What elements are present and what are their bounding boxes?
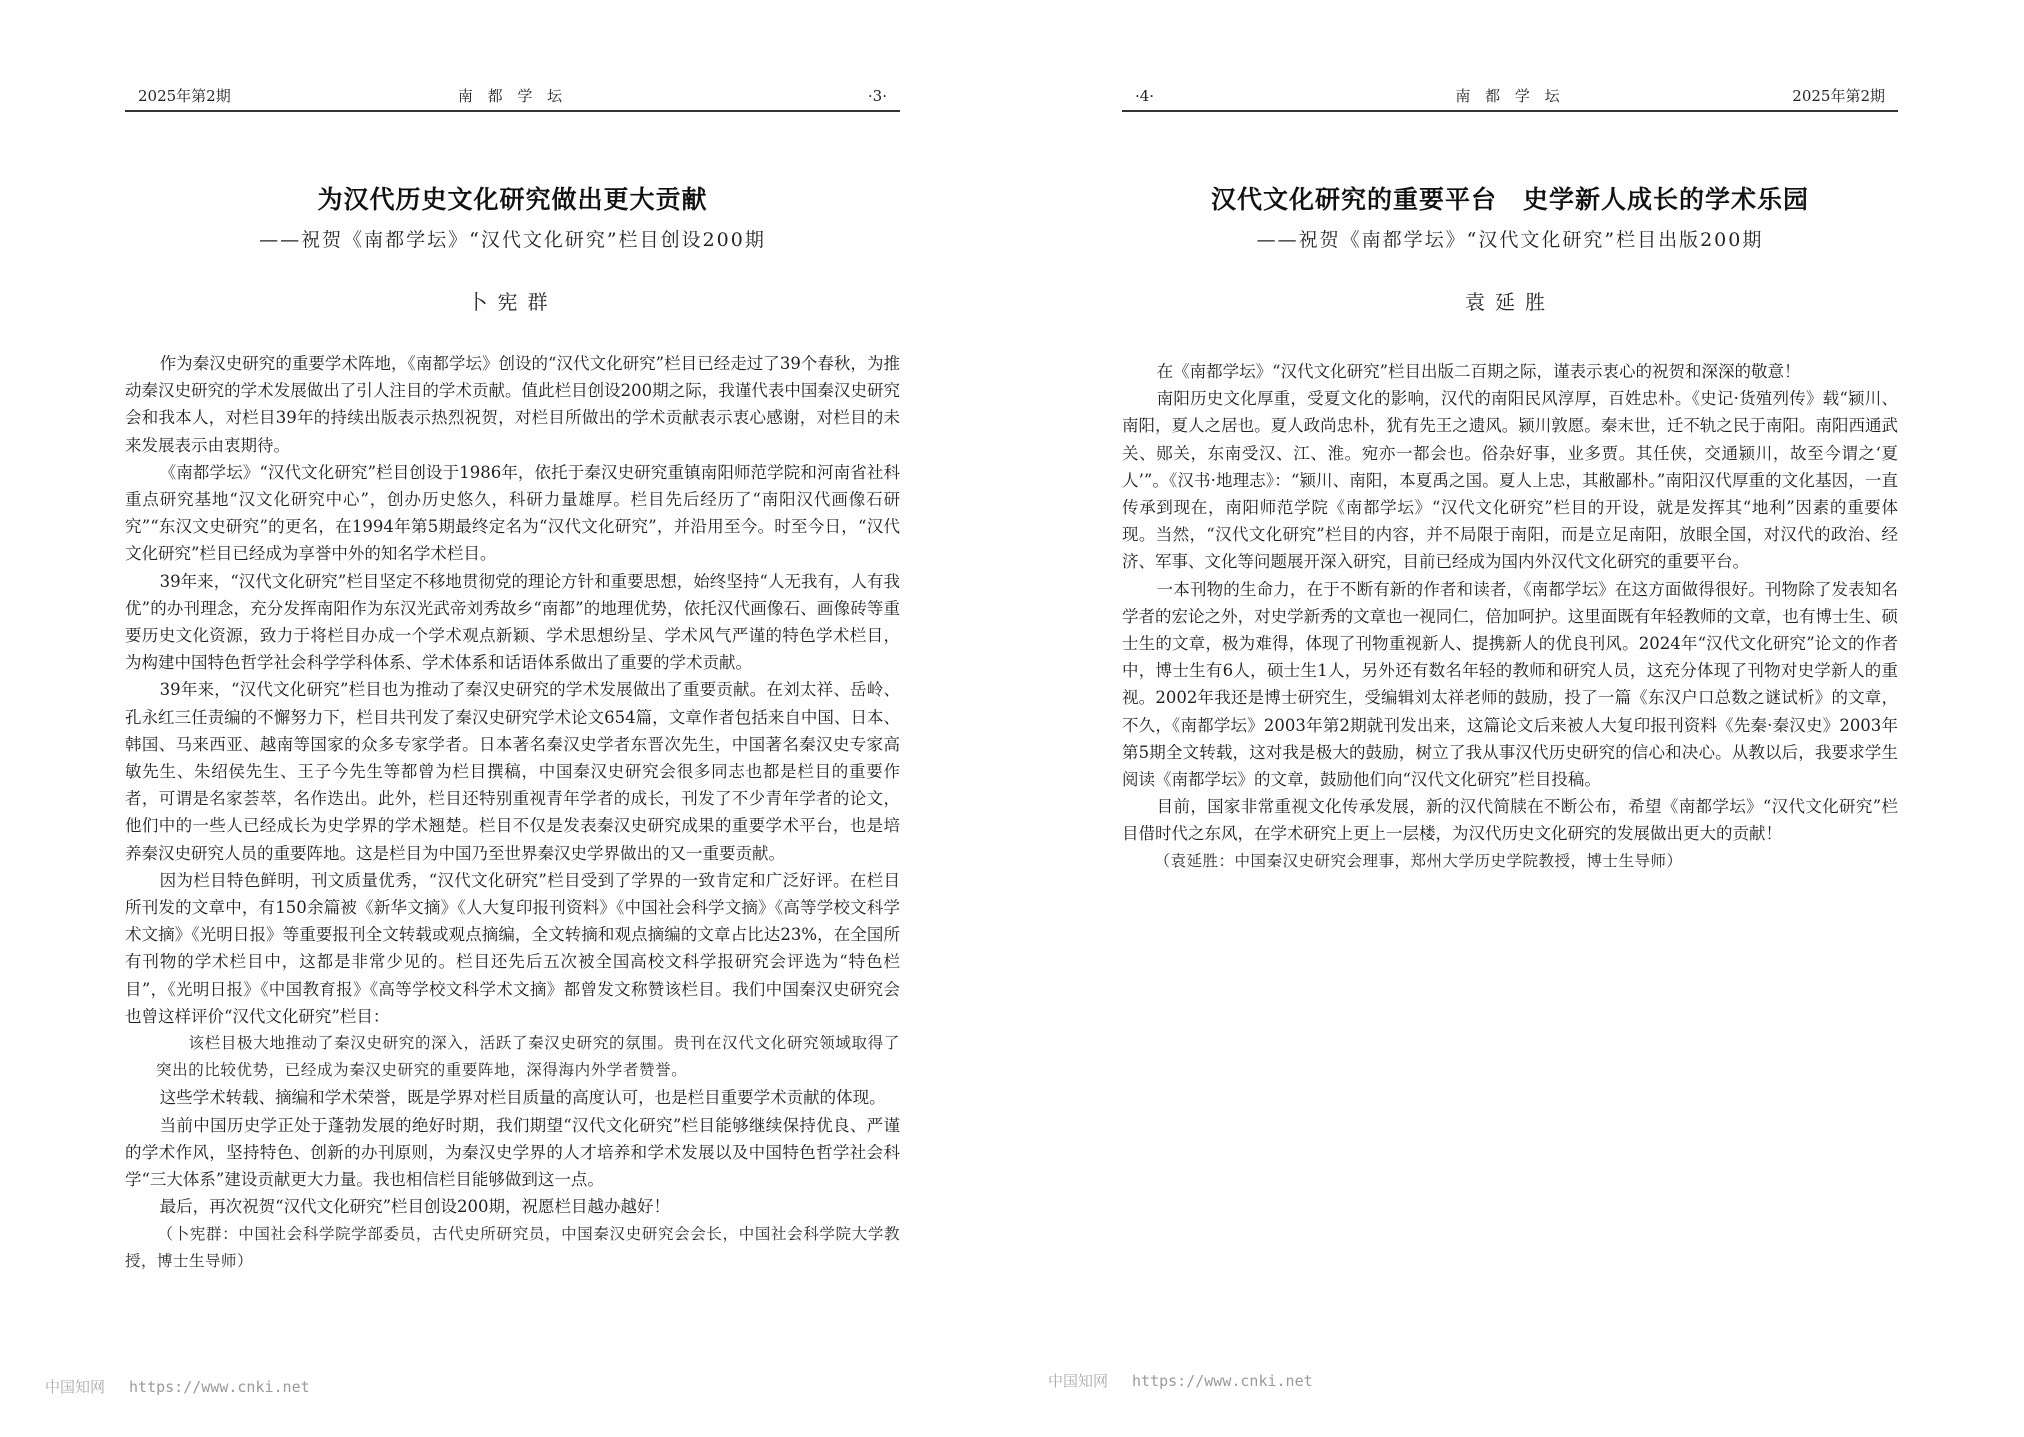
paragraph: 39年来，“汉代文化研究”栏目也为推动了秦汉史研究的学术发展做出了重要贡献。在刘太祥、岳岭、孔永红三任责编的不懈努力下，栏目共刊发了秦汉史研究学术论文654篇，文章作者包括来自中国、日本、韩国、马来西亚、越南等国家的众多专家学者。日本著名秦汉史学者东晋次先生，中国著名秦汉史专家高敏先生、朱绍侯先生、王子今先生等都曾为栏目撰稿，中国秦汉史研究会很多同志也都是栏目的重要作者，可谓是名家荟萃，名作迭出。此外，栏目还特别重视青年学者的成长，刊发了不少青年学者的论文，他们中的一些人已经成长为史学界的学术翘楚。栏目不仅是发表秦汉史研究成果的重要学术平台，也是培养秦汉史研究人员的重要阵地。这是栏目为中国乃至世界秦汉史学界做出的又一重要贡献。 [125,680,900,863]
paragraph: 南阳历史文化厚重，受夏文化的影响，汉代的南阳民风淳厚，百姓忠朴。《史记·货殖列传》载“颍川、南阳，夏人之居也。夏人政尚忠朴，犹有先王之遗风。颍川敦愿。秦末世，迁不轨之民于南阳。南阳西通武关、郧关，东南受汉、江、淮。宛亦一都会也。俗杂好事，业多贾。其任侠，交通颍川，故至今谓之‘夏人’”。《汉书·地理志》：“颍川、南阳，本夏禹之国。夏人上忠，其敝鄙朴。”南阳汉代厚重的文化基因，一直传承到现在，南阳师范学院《南都学坛》“汉代文化研究”栏目的开设，就是发挥其“地利”因素的重要体现。当然，“汉代文化研究”栏目的内容，并不局限于南阳，而是立足南阳，放眼全国，对汉代的政治、经济、军事、文化等问题展开深入研究，目前已经成为国内外汉代文化研究的重要平台。 [1122,389,1898,572]
author-note: （卜宪群：中国社会科学院学部委员，古代史所研究员，中国秦汉史研究会会长，中国社会科学院大学教授，博士生导师） [125,1224,900,1270]
cnki-watermark [45,1378,310,1396]
page-number: ·4· [1135,87,1155,105]
paragraph: 目前，国家非常重视文化传承发展，新的汉代简牍在不断公布，希望《南都学坛》“汉代文化研究”栏目借时代之东风，在学术研究上更上一层楼，为汉代历史文化研究的发展做出更大的贡献！ [1122,797,1898,844]
issue-label: 2025年第2期 [1792,87,1885,105]
article-body [125,350,900,1275]
article-title: 为汉代历史文化研究做出更大贡献 [317,185,708,214]
article-subtitle: ——祝贺《南都学坛》“汉代文化研究”栏目创设200期 [259,229,766,251]
paragraph: 39年来，“汉代文化研究”栏目坚定不移地贯彻党的理论方针和重要思想，始终坚持“人无我有，人有我优”的办刊理念，充分发挥南阳作为东汉光武帝刘秀故乡“南都”的地理优势，依托汉代画像石、画像砖等重要历史文化资源，致力于将栏目办成一个学术观点新颖、学术思想纷呈、学术风气严谨的特色学术栏目，为构建中国特色哲学社会科学学科体系、学术体系和话语体系做出了重要的学术贡献。 [125,571,900,673]
paragraph: 一本刊物的生命力，在于不断有新的作者和读者，《南都学坛》在这方面做得很好。刊物除了发表知名学者的宏论之外，对史学新秀的文章也一视同仁，倍加呵护。这里面既有年轻教师的文章，也有博士生、硕士生的文章，极为难得，体现了刊物重视新人、提携新人的优良刊风。2024年“汉代文化研究”论文的作者中，博士生有6人，硕士生1人，另外还有数名年轻的教师和研究人员，这充分体现了刊物对史学新人的重视。2002年我还是博士研究生，受编辑刘太祥老师的鼓励，投了一篇《东汉户口总数之谜试析》的文章，不久，《南都学坛》2003年第2期就刊发出来，这篇论文后来被人大复印报刊资料《先秦·秦汉史》2003年第5期全文转载，这对我是极大的鼓励，树立了我从事汉代历史研究的信心和决心。从教以后，我要求学生阅读《南都学坛》的文章，鼓励他们向“汉代文化研究”栏目投稿。 [1122,579,1898,790]
journal-name: 南 都 学 坛 [1455,87,1565,105]
article-title: 汉代文化研究的重要平台 史学新人成长的学术乐园 [1210,185,1809,214]
paragraph: 《南都学坛》“汉代文化研究”栏目创设于1986年，依托于秦汉史研究重镇南阳师范学院和河南省社科重点研究基地“汉文化研究中心”，创办历史悠久，科研力量雄厚。栏目先后经历了“南阳汉代画像石研究”“东汉文史研究”的更名，在1994年第5期最终定名为“汉代文化研究”，并沿用至今。时至今日，“汉代文化研究”栏目已经成为享誉中外的知名学术栏目。 [125,462,900,564]
paragraph: 这些学术转载、摘编和学术荣誉，既是学界对栏目质量的高度认可，也是栏目重要学术贡献的体现。 [159,1088,886,1108]
article-subtitle: ——祝贺《南都学坛》“汉代文化研究”栏目出版200期 [1256,229,1764,251]
paragraph: 最后，再次祝贺“汉代文化研究”栏目创设200期，祝愿栏目越办越好！ [159,1197,671,1217]
author-note: （袁延胜：中国秦汉史研究会理事，郑州大学历史学院教授，博士生导师） [1154,851,1683,870]
paragraph: 作为秦汉史研究的重要学术阵地，《南都学坛》创设的“汉代文化研究”栏目已经走过了39个春秋，为推动秦汉史研究的学术发展做出了引人注目的学术贡献。值此栏目创设200期之际，我谨代表中国秦汉史研究会和我本人，对栏目39年的持续出版表示热烈祝贺，对栏目所做出的学术贡献表示衷心感谢，对栏目的未来发展表示由衷期待。 [125,354,900,455]
article-author: 袁延胜 [1465,290,1555,314]
block-quote: 该栏目极大地推动了秦汉史研究的深入，活跃了秦汉史研究的氛围。贵刊在汉代文化研究领域取得了突出的比较优势，已经成为秦汉史研究的重要阵地，深得海内外学者赞誉。 [156,1034,900,1080]
paragraph: 当前中国历史学正处于蓬勃发展的绝好时期，我们期望“汉代文化研究”栏目能够继续保持优良、严谨的学术作风，坚持特色、创新的办刊原则，为秦汉史学界的人才培养和学术发展以及中国特色哲学社会科学“三大体系”建设贡献更大力量。我也相信栏目能够做到这一点。 [125,1115,900,1190]
header-rule [125,110,900,112]
paragraph: 在《南都学坛》“汉代文化研究”栏目出版二百期之际，谨表示衷心的祝贺和深深的敬意！ [1156,362,1801,381]
watermark-site-name: 中国知网 [1048,1372,1109,1390]
running-head [125,84,900,108]
watermark-url: https://www.cnki.net [129,1378,310,1396]
page-number: ·3· [867,87,887,105]
issue-label: 2025年第2期 [138,87,231,105]
article-body [1122,358,1898,875]
watermark-url: https://www.cnki.net [1132,1372,1313,1390]
watermark-site-name: 中国知网 [45,1378,106,1396]
left-page [125,0,900,1437]
right-page [1122,0,1898,1437]
cnki-watermark [1048,1372,1313,1390]
journal-name: 南 都 学 坛 [457,87,568,105]
running-head [1122,84,1898,108]
article-author: 卜宪群 [467,290,558,314]
paragraph: 因为栏目特色鲜明，刊文质量优秀，“汉代文化研究”栏目受到了学界的一致肯定和广泛好评。在栏目所刊发的文章中，有150余篇被《新华文摘》《人大复印报刊资料》《中国社会科学文摘》《高等学校文科学术文摘》《光明日报》等重要报刊全文转载或观点摘编，全文转摘和观点摘编的文章占比达23%，在全国所有刊物的学术栏目中，这都是非常少见的。栏目还先后五次被全国高校文科学报研究会评选为“特色栏目”，《光明日报》《中国教育报》《高等学校文科学术文摘》都曾发文称赞该栏目。我们中国秦汉史研究会也曾这样评价“汉代文化研究”栏目： [125,870,900,1026]
header-rule [1122,110,1898,112]
